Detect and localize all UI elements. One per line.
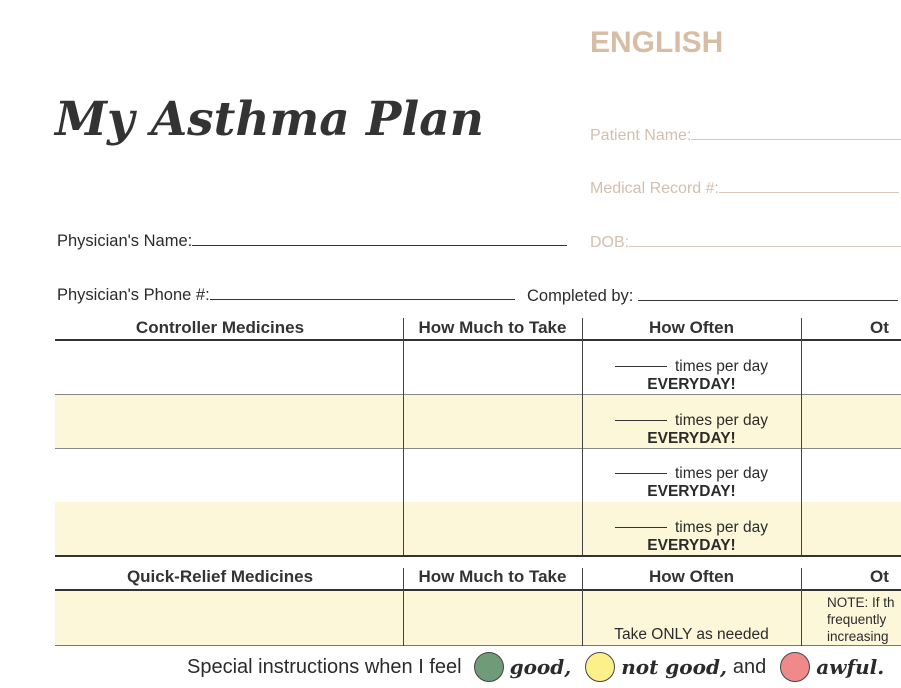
everyday-label: EVERYDAY! <box>647 483 736 500</box>
column-divider <box>403 318 404 555</box>
physician-name-label: Physician's Name: <box>57 232 193 250</box>
special-instructions <box>187 652 884 682</box>
physician-name-field[interactable] <box>57 232 567 251</box>
header-quick-relief-medicines: Quick-Relief Medicines <box>126 567 314 586</box>
physician-phone-label: Physician's Phone #: <box>57 286 210 304</box>
column-divider <box>403 568 404 646</box>
patient-name-field[interactable] <box>590 127 901 145</box>
yellow-circle-icon <box>585 652 615 682</box>
note-line: frequently <box>827 612 887 627</box>
everyday-label: EVERYDAY! <box>647 430 736 447</box>
frequency-cell <box>582 519 801 555</box>
everyday-label: EVERYDAY! <box>647 376 736 393</box>
completed-by-label: Completed by: <box>527 287 634 305</box>
column-divider <box>801 568 802 646</box>
take-as-needed-text: Take ONLY as needed <box>614 626 769 643</box>
physician-phone-field[interactable] <box>57 286 515 305</box>
header-other: Ot <box>870 318 889 337</box>
times-per-day: times per day <box>674 465 769 482</box>
green-circle-icon <box>474 652 504 682</box>
completed-by-field[interactable] <box>527 287 898 306</box>
column-divider <box>582 568 583 646</box>
frequency-cell <box>582 412 801 448</box>
header-how-often: How Often <box>649 567 734 586</box>
header-how-much: How Much to Take <box>418 567 567 586</box>
header-other: Ot <box>870 567 889 586</box>
language-label: ENGLISH <box>590 26 724 59</box>
everyday-label: EVERYDAY! <box>647 537 736 554</box>
column-divider <box>801 318 802 555</box>
red-circle-icon <box>780 652 810 682</box>
medical-record-field[interactable] <box>590 180 899 198</box>
times-per-day: times per day <box>674 358 769 375</box>
note-line: NOTE: If th <box>827 595 895 610</box>
not-good-label: not good, <box>621 655 727 679</box>
page-title: My Asthma Plan <box>55 92 484 147</box>
dob-field[interactable] <box>590 234 901 252</box>
note-text <box>827 594 901 645</box>
column-divider <box>582 318 583 555</box>
frequency-cell <box>582 465 801 501</box>
note-line: increasing <box>827 629 889 644</box>
patient-name-label: Patient Name: <box>590 127 692 144</box>
dob-label: DOB: <box>590 234 630 251</box>
times-per-day: times per day <box>674 519 769 536</box>
special-instructions-label: Special instructions when I feel <box>187 655 462 678</box>
header-how-often: How Often <box>649 318 734 337</box>
medical-record-label: Medical Record #: <box>590 180 719 197</box>
frequency-cell <box>582 358 801 394</box>
good-label: good, <box>509 655 572 679</box>
header-controller-medicines: Controller Medicines <box>135 318 305 337</box>
header-how-much: How Much to Take <box>418 318 567 337</box>
and-label: and <box>732 655 767 678</box>
times-per-day: times per day <box>674 412 769 429</box>
awful-label: awful. <box>816 655 885 679</box>
